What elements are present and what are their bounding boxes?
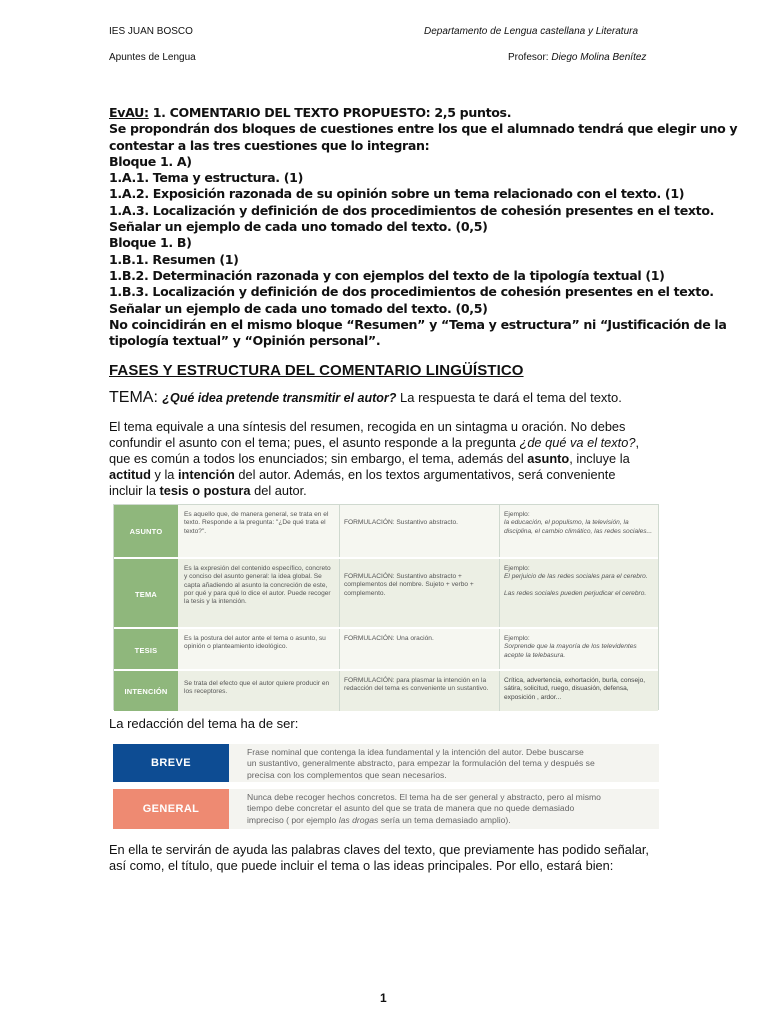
row-label: TESIS (114, 629, 178, 671)
paragraph-line: actitud y la intención del autor. Además, en los textos argumentativos, será conveniente (109, 467, 616, 482)
row-definition: Es aquello que, de manera general, se trata en el texto. Responde a la pregunta: "¿De qué trata el texto?". (180, 505, 340, 557)
evau-title: EvAU: 1. COMENTARIO DEL TEXTO PROPUESTO: 2,5 puntos. (109, 105, 512, 120)
table-row (114, 669, 658, 711)
paragraph-line: así como, el título, que puede incluir el tema o las ideas principales. Por ello, estará bien: (109, 858, 614, 873)
paragraph-line: El tema equivale a una síntesis del resumen, recogida en un sintagma u oración. No debes (109, 419, 626, 434)
row-example: Ejemplo: Sorprende que la mayoría de los televidentes acepte la telebasura. (504, 635, 637, 659)
evau-line: No coincidirán en el mismo bloque “Resumen” y “Tema y estructura” ni “Justificación de la (109, 316, 727, 332)
row-definition: Es la expresión del contenido específico, concreto y conciso del asunto general: la idea global. Se capta añadiendo al asunto la concreción de este, por qué y para qué lo dice el autor. Puede recoger la tesis y la intención. (180, 559, 340, 629)
evau-line: contestar a las tres cuestiones que lo integran: (109, 137, 430, 153)
evau-line: 1.B.1. Resumen (1) (109, 251, 239, 267)
evau-line: 1.A.1. Tema y estructura. (1) (109, 170, 303, 186)
row-formulation: FORMULACIÓN: Sustantivo abstracto. (340, 505, 500, 557)
paragraph-line: En ella te servirán de ayuda las palabras claves del texto, que previamente has podido señalar, (109, 842, 649, 857)
tema-heading: TEMA: ¿Qué idea pretende transmitir el autor? La respuesta te dará el tema del texto. (109, 389, 622, 406)
evau-line: tipología textual” y “Opinión personal”. (109, 333, 381, 349)
breve-band (113, 744, 659, 782)
general-text: Nunca debe recoger hechos concretos. El tema ha de ser general y abstracto, pero al mismo tiempo debe concretar el asunto del que se trata de manera que no quede demasiado impreciso ( por ejemplo las drogas sería un tema demasiado amplio). (247, 792, 601, 825)
table-row (114, 505, 658, 557)
breve-text: Frase nominal que contenga la idea fundamental y la intención del autor. Debe buscarse un sustantivo, generalmente abstracto, para empezar la formulación del tema y después se precisa con los complementos que sean necesarios. (247, 747, 595, 780)
page-number: 1 (380, 991, 387, 1005)
redaccion-text: La redacción del tema ha de ser: (109, 716, 299, 731)
row-definition: Se trata del efecto que el autor quiere producir en los receptores. (180, 671, 340, 711)
evau-line: 1.A.3. Localización y definición de dos procedimientos de cohesión presentes en el texto. (109, 202, 715, 218)
evau-line: Bloque 1. B) (109, 235, 192, 251)
evau-line: Se propondrán dos bloques de cuestiones entre los que el alumnado tendrá que elegir uno y (109, 121, 738, 137)
evau-line: Bloque 1. A) (109, 153, 192, 169)
breve-label: BREVE (113, 744, 229, 782)
header-teacher: Profesor: Diego Molina Benítez (508, 52, 647, 63)
evau-line: 1.A.2. Exposición razonada de su opinión sobre un tema relacionado con el texto. (1) (109, 186, 685, 202)
row-example: Ejemplo: El perjuicio de las redes sociales para el cerebro. Las redes sociales pueden perjudicar el cerebro. (504, 565, 648, 597)
evau-line: Señalar un ejemplo de cada uno tomado del texto. (0,5) (109, 300, 488, 316)
table-row (114, 627, 658, 671)
row-formulation: FORMULACIÓN: para plasmar la intención en la redacción del tema es conveniente un sustantivo. (340, 671, 500, 711)
row-label: ASUNTO (114, 505, 178, 557)
row-label: TEMA (114, 559, 178, 629)
row-label: INTENCIÓN (114, 671, 178, 711)
header-school: IES JUAN BOSCO (109, 26, 193, 37)
row-formulation: FORMULACIÓN: Sustantivo abstracto + complementos del nombre. Sujeto + verbo + complemento. (340, 559, 500, 629)
evau-line: 1.B.3. Localización y definición de dos procedimientos de cohesión presentes en el texto. (109, 284, 714, 300)
paragraph-line: que es común a todos los enunciados; sin embargo, el tema, además del asunto, incluye la (109, 451, 630, 466)
evau-line: Señalar un ejemplo de cada uno tomado del texto. (0,5) (109, 219, 488, 235)
section-title: FASES Y ESTRUCTURA DEL COMENTARIO LINGÜÍSTICO (109, 362, 524, 379)
row-formulation: FORMULACIÓN: Una oración. (340, 629, 500, 671)
evau-block (109, 105, 738, 349)
header-department: Departamento de Lengua castellana y Literatura (424, 26, 639, 37)
general-band (113, 789, 659, 829)
paragraph-line: incluir la tesis o postura del autor. (109, 483, 307, 498)
evau-line: 1.B.2. Determinación razonada y con ejemplos del texto de la tipología textual (1) (109, 267, 665, 283)
paragraph-line: confundir el asunto con el tema; pues, el asunto responde a la pregunta ¿de qué va el texto?, (109, 435, 640, 450)
row-example: Crítica, advertencia, exhortación, burla, consejo, sátira, solicitud, ruego, disuasión, defensa, exposición , ardor... (504, 677, 646, 701)
header-subject: Apuntes de Lengua (109, 52, 196, 63)
tema-paragraph (109, 419, 654, 499)
row-example: Ejemplo: la educación, el populismo, la televisión, la disciplina, el cambio climático, las redes sociales... (504, 511, 653, 535)
concept-table (113, 504, 659, 710)
table-row (114, 557, 658, 629)
general-label: GENERAL (113, 789, 229, 829)
row-definition: Es la postura del autor ante el tema o asunto, su opinión o planteamiento ideológico. (180, 629, 340, 671)
final-paragraph (109, 842, 664, 874)
